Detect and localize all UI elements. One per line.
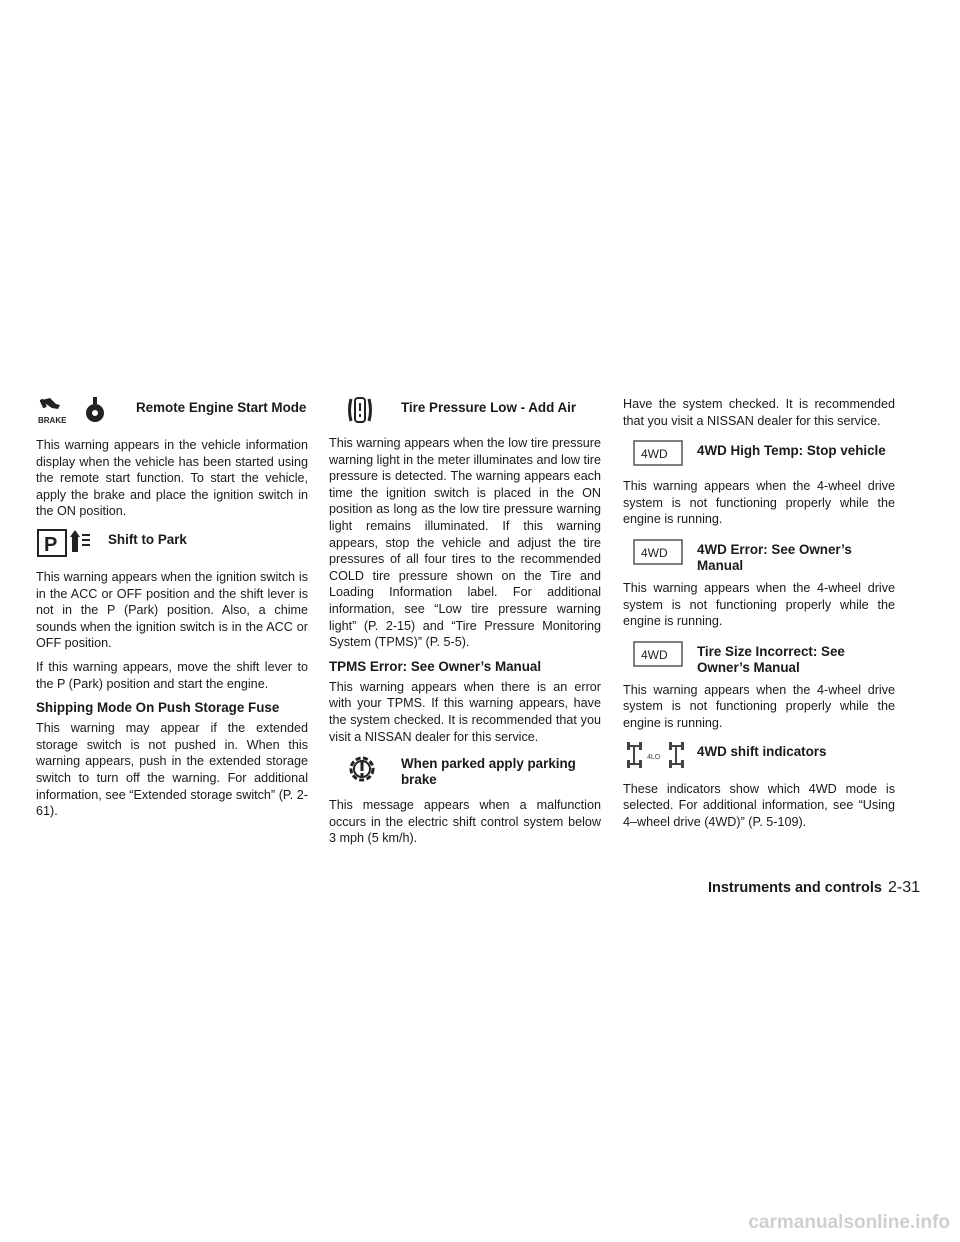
svg-text:4WD: 4WD: [641, 447, 668, 462]
section-title: Tire Size Incorrect: See Owner’s Manual: [697, 643, 845, 675]
section-4wd-high-temp: [633, 439, 895, 472]
section-title: 4WD High Temp: Stop vehicle: [697, 443, 886, 459]
paragraph: This warning appears when the 4-wheel drive system is not functioning properly while the engine is running.: [623, 580, 895, 629]
footer-section-title: Instruments and controls: [707, 880, 882, 896]
paragraph: This warning appears when the low tire pressure warning light in the meter illuminates and low tire pressure is detected. The warning appears each time the ignition switch is placed in the ON position as long as the low tire pressure warning light remains illuminated. If this warning appears, stop the vehicle and adjust the tire pressures of all four tires to the recommended COLD tire pressure shown on the Tire and Loading Information label. For additional information, see “Low tire pressure warning light” (P. 2-15) and “Tire Pressure Monitoring System (TPMS)” (P. 5-5).: [329, 436, 601, 650]
svg-text:4WD: 4WD: [641, 647, 668, 662]
paragraph: This message appears when a malfunction occurs in the electric shift control system below 3 mph (5 km/h).: [329, 798, 601, 846]
section-shift-to-park: [36, 528, 308, 563]
park-label: P: [44, 533, 58, 556]
section-parking-brake: [345, 752, 601, 791]
remote-key-icon: [82, 396, 108, 429]
page-number: 2-31: [887, 879, 920, 896]
section-title-shipping-mode: Shipping Mode On Push Storage Fuse: [36, 700, 280, 716]
gear-warning-icon: [345, 752, 379, 791]
column-middle: [329, 396, 601, 854]
svg-text:4WD: 4WD: [641, 545, 668, 560]
paragraph: This warning may appear if the extended storage switch is not pushed in. When this warning appears, push in the extended storage switch to turn off the warning. For additional information, see “Extended storage switch” (P. 2-61).: [36, 721, 308, 819]
brake-warning-icon: [36, 396, 74, 431]
section-title: 4WD shift indicators: [697, 743, 827, 759]
paragraph: This warning appears in the vehicle information display when the vehicle has been started using the remote start function. To start the vehicle, apply the brake and place the ignition switch in the ON position.: [36, 438, 308, 519]
section-tire-size-incorrect: [633, 640, 895, 676]
watermark: carmanualsonline.info: [748, 1212, 950, 1233]
paragraph: Have the system checked. It is recommended that you visit a NISSAN dealer for this service.: [623, 397, 895, 428]
column-left: [36, 396, 308, 827]
4wd-icon: [633, 439, 685, 472]
paragraph: These indicators show which 4WD mode is selected. For additional information, see “Using 4–wheel drive (4WD)” (P. 5-109).: [623, 781, 895, 829]
brake-label: BRAKE: [38, 416, 67, 425]
section-4wd-error: [633, 538, 895, 574]
section-title: Remote Engine Start Mode: [136, 400, 307, 415]
tire-pressure-icon: [345, 396, 375, 429]
4wd-icon: [633, 538, 685, 571]
section-title: Tire Pressure Low - Add Air: [401, 400, 577, 415]
4wd-icon: [633, 640, 685, 673]
paragraph: This warning appears when the ignition switch is in the ACC or OFF position and the shift lever is not in the P (Park) position. Also, a chime sounds when the ignition switch is in the ACC or OFF position.: [36, 569, 308, 651]
section-title: When parked apply parking brake: [401, 756, 576, 788]
section-remote-engine-start: [36, 396, 308, 431]
svg-text:4LO: 4LO: [647, 753, 661, 761]
paragraph: This warning appears when the 4-wheel drive system is not functioning properly while the engine is running.: [623, 479, 895, 527]
paragraph: If this warning appears, move the shift lever to the P (Park) position and start the engine.: [36, 659, 308, 691]
section-title: 4WD Error: See Owner’s Manual: [697, 541, 852, 573]
section-title: Shift to Park: [108, 531, 187, 547]
section-tire-pressure-low: [345, 396, 601, 429]
paragraph: This warning appears when the 4-wheel drive system is not functioning properly while the engine is running.: [623, 682, 895, 730]
section-4wd-shift-indicators: [623, 740, 895, 775]
shift-to-park-icon: [36, 528, 94, 563]
column-right: [623, 396, 895, 837]
section-title-tpms-error: TPMS Error: See Owner’s Manual: [329, 658, 542, 674]
paragraph: This warning appears when there is an error with your TPMS. If this warning appears, have the system checked. It is recommended that you visit a NISSAN dealer for this service.: [329, 679, 601, 744]
page-footer: [708, 879, 920, 897]
4wd-shift-indicator-icon: [623, 740, 689, 775]
